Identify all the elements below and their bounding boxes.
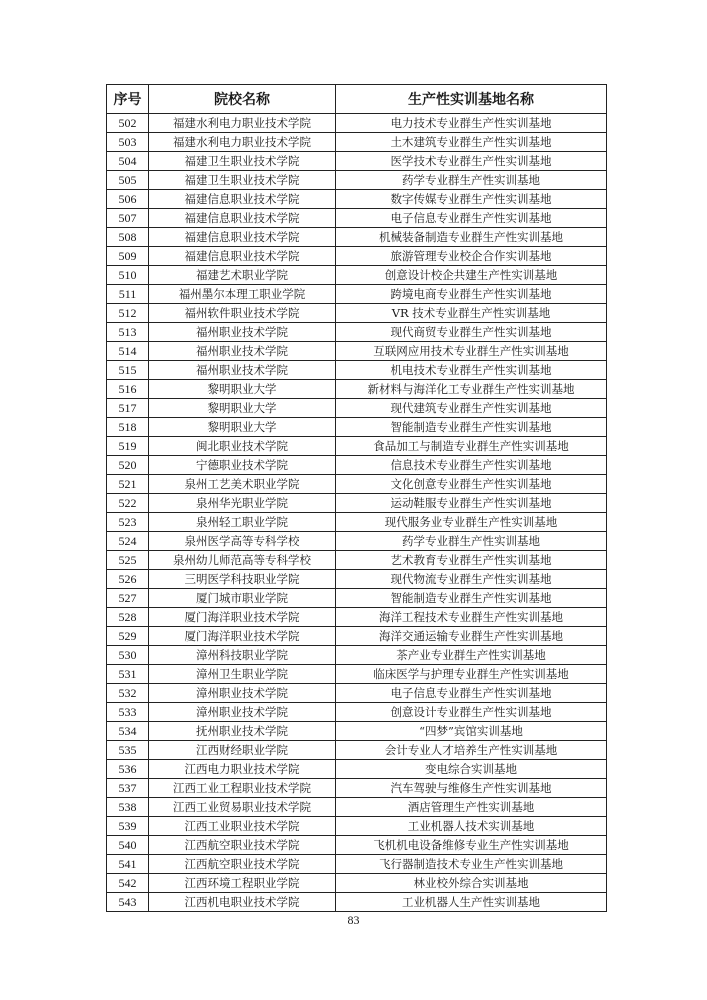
cell-base-name: 创意设计专业群生产性实训基地 [336, 703, 607, 722]
table-row [107, 209, 607, 228]
cell-base-name: 海洋交通运输专业群生产性实训基地 [336, 627, 607, 646]
table-row [107, 342, 607, 361]
cell-school-name: 江西航空职业技术学院 [149, 855, 336, 874]
cell-serial-number: 503 [107, 133, 149, 152]
cell-school-name: 江西电力职业技术学院 [149, 760, 336, 779]
cell-base-name: 信息技术专业群生产性实训基地 [336, 456, 607, 475]
cell-school-name: 黎明职业大学 [149, 399, 336, 418]
cell-school-name: 泉州工艺美术职业学院 [149, 475, 336, 494]
cell-base-name: 食品加工与制造专业群生产性实训基地 [336, 437, 607, 456]
cell-base-name: 互联网应用技术专业群生产性实训基地 [336, 342, 607, 361]
cell-serial-number: 542 [107, 874, 149, 893]
table-row [107, 323, 607, 342]
cell-school-name: 厦门海洋职业技术学院 [149, 627, 336, 646]
page-number: 83 [347, 913, 360, 927]
cell-serial-number: 514 [107, 342, 149, 361]
training-base-table [106, 84, 607, 912]
cell-base-name: 智能制造专业群生产性实训基地 [336, 418, 607, 437]
table-row [107, 152, 607, 171]
table-row [107, 855, 607, 874]
cell-serial-number: 504 [107, 152, 149, 171]
cell-school-name: 闽北职业技术学院 [149, 437, 336, 456]
cell-school-name: 福建卫生职业技术学院 [149, 171, 336, 190]
cell-serial-number: 506 [107, 190, 149, 209]
cell-base-name: 现代商贸专业群生产性实训基地 [336, 323, 607, 342]
table-row [107, 817, 607, 836]
cell-serial-number: 526 [107, 570, 149, 589]
cell-school-name: 江西财经职业学院 [149, 741, 336, 760]
cell-serial-number: 534 [107, 722, 149, 741]
table-row [107, 304, 607, 323]
table-row [107, 475, 607, 494]
cell-school-name: 漳州科技职业学院 [149, 646, 336, 665]
cell-school-name: 三明医学科技职业学院 [149, 570, 336, 589]
cell-base-name: 变电综合实训基地 [336, 760, 607, 779]
cell-serial-number: 518 [107, 418, 149, 437]
cell-serial-number: 512 [107, 304, 149, 323]
cell-base-name: 会计专业人才培养生产性实训基地 [336, 741, 607, 760]
cell-serial-number: 513 [107, 323, 149, 342]
cell-serial-number: 536 [107, 760, 149, 779]
cell-serial-number: 519 [107, 437, 149, 456]
cell-base-name: VR 技术专业群生产性实训基地 [336, 304, 607, 323]
table-row [107, 589, 607, 608]
table-row [107, 551, 607, 570]
table-row [107, 171, 607, 190]
table-row [107, 665, 607, 684]
cell-base-name: 医学技术专业群生产性实训基地 [336, 152, 607, 171]
cell-base-name: 海洋工程技术专业群生产性实训基地 [336, 608, 607, 627]
cell-base-name: 酒店管理生产性实训基地 [336, 798, 607, 817]
cell-serial-number: 510 [107, 266, 149, 285]
cell-serial-number: 531 [107, 665, 149, 684]
cell-base-name: 工业机器人技术实训基地 [336, 817, 607, 836]
cell-base-name: 工业机器人生产性实训基地 [336, 893, 607, 912]
cell-school-name: 江西工业贸易职业技术学院 [149, 798, 336, 817]
cell-school-name: 福建艺术职业学院 [149, 266, 336, 285]
cell-school-name: 泉州轻工职业学院 [149, 513, 336, 532]
cell-serial-number: 515 [107, 361, 149, 380]
cell-base-name: 飞机机电设备维修专业生产性实训基地 [336, 836, 607, 855]
cell-serial-number: 540 [107, 836, 149, 855]
cell-school-name: 福建水利电力职业技术学院 [149, 114, 336, 133]
cell-serial-number: 528 [107, 608, 149, 627]
cell-school-name: 福州职业技术学院 [149, 361, 336, 380]
table-row [107, 247, 607, 266]
table-row [107, 703, 607, 722]
table-row [107, 494, 607, 513]
header-base-name: 生产性实训基地名称 [336, 85, 607, 114]
table-row [107, 266, 607, 285]
cell-base-name: 机电技术专业群生产性实训基地 [336, 361, 607, 380]
cell-base-name: 土木建筑专业群生产性实训基地 [336, 133, 607, 152]
table-row [107, 646, 607, 665]
cell-base-name: 茶产业专业群生产性实训基地 [336, 646, 607, 665]
cell-serial-number: 509 [107, 247, 149, 266]
cell-base-name: 现代物流专业群生产性实训基地 [336, 570, 607, 589]
cell-serial-number: 508 [107, 228, 149, 247]
cell-school-name: 江西机电职业技术学院 [149, 893, 336, 912]
cell-base-name: 汽车驾驶与维修生产性实训基地 [336, 779, 607, 798]
cell-school-name: 黎明职业大学 [149, 418, 336, 437]
cell-school-name: 福建信息职业技术学院 [149, 228, 336, 247]
cell-school-name: 泉州医学高等专科学校 [149, 532, 336, 551]
cell-serial-number: 525 [107, 551, 149, 570]
cell-school-name: 江西环境工程职业学院 [149, 874, 336, 893]
cell-serial-number: 522 [107, 494, 149, 513]
cell-serial-number: 507 [107, 209, 149, 228]
cell-school-name: 抚州职业技术学院 [149, 722, 336, 741]
table-row [107, 684, 607, 703]
table-row [107, 285, 607, 304]
cell-base-name: 机械装备制造专业群生产性实训基地 [336, 228, 607, 247]
table-row [107, 114, 607, 133]
cell-serial-number: 511 [107, 285, 149, 304]
cell-school-name: 福建水利电力职业技术学院 [149, 133, 336, 152]
cell-school-name: 江西工业职业技术学院 [149, 817, 336, 836]
cell-serial-number: 516 [107, 380, 149, 399]
cell-school-name: 江西工业工程职业技术学院 [149, 779, 336, 798]
table-row [107, 608, 607, 627]
cell-serial-number: 523 [107, 513, 149, 532]
table-row [107, 190, 607, 209]
cell-base-name: 电子信息专业群生产性实训基地 [336, 684, 607, 703]
cell-serial-number: 538 [107, 798, 149, 817]
cell-school-name: 泉州华光职业学院 [149, 494, 336, 513]
cell-base-name: 电子信息专业群生产性实训基地 [336, 209, 607, 228]
cell-base-name: “四梦”宾馆实训基地 [336, 722, 607, 741]
table-row [107, 722, 607, 741]
cell-school-name: 黎明职业大学 [149, 380, 336, 399]
cell-base-name: 电力技术专业群生产性实训基地 [336, 114, 607, 133]
cell-base-name: 新材料与海洋化工专业群生产性实训基地 [336, 380, 607, 399]
cell-base-name: 文化创意专业群生产性实训基地 [336, 475, 607, 494]
cell-serial-number: 541 [107, 855, 149, 874]
cell-school-name: 漳州卫生职业学院 [149, 665, 336, 684]
cell-serial-number: 532 [107, 684, 149, 703]
table-row [107, 874, 607, 893]
cell-school-name: 福建信息职业技术学院 [149, 209, 336, 228]
cell-base-name: 艺术教育专业群生产性实训基地 [336, 551, 607, 570]
cell-serial-number: 517 [107, 399, 149, 418]
cell-serial-number: 537 [107, 779, 149, 798]
table-row [107, 893, 607, 912]
table-row [107, 798, 607, 817]
table-row [107, 779, 607, 798]
table-body [107, 114, 607, 912]
cell-school-name: 宁德职业技术学院 [149, 456, 336, 475]
cell-serial-number: 527 [107, 589, 149, 608]
cell-base-name: 药学专业群生产性实训基地 [336, 171, 607, 190]
cell-school-name: 福州职业技术学院 [149, 342, 336, 361]
cell-serial-number: 524 [107, 532, 149, 551]
cell-base-name: 药学专业群生产性实训基地 [336, 532, 607, 551]
table-row [107, 418, 607, 437]
cell-school-name: 福州职业技术学院 [149, 323, 336, 342]
cell-base-name: 跨境电商专业群生产性实训基地 [336, 285, 607, 304]
header-serial-number: 序号 [107, 85, 149, 114]
cell-base-name: 旅游管理专业校企合作实训基地 [336, 247, 607, 266]
table-row [107, 513, 607, 532]
cell-base-name: 智能制造专业群生产性实训基地 [336, 589, 607, 608]
cell-serial-number: 543 [107, 893, 149, 912]
cell-base-name: 飞行器制造技术专业生产性实训基地 [336, 855, 607, 874]
cell-school-name: 福建卫生职业技术学院 [149, 152, 336, 171]
table-row [107, 133, 607, 152]
cell-school-name: 福州软件职业技术学院 [149, 304, 336, 323]
cell-serial-number: 530 [107, 646, 149, 665]
cell-serial-number: 529 [107, 627, 149, 646]
table-row [107, 361, 607, 380]
cell-school-name: 福建信息职业技术学院 [149, 247, 336, 266]
table-row [107, 532, 607, 551]
cell-base-name: 运动鞋服专业群生产性实训基地 [336, 494, 607, 513]
cell-school-name: 漳州职业技术学院 [149, 684, 336, 703]
table-row [107, 836, 607, 855]
table-row [107, 570, 607, 589]
cell-school-name: 江西航空职业技术学院 [149, 836, 336, 855]
cell-base-name: 临床医学与护理专业群生产性实训基地 [336, 665, 607, 684]
cell-base-name: 创意设计校企共建生产性实训基地 [336, 266, 607, 285]
cell-school-name: 福建信息职业技术学院 [149, 190, 336, 209]
cell-serial-number: 520 [107, 456, 149, 475]
table-row [107, 380, 607, 399]
cell-school-name: 泉州幼儿师范高等专科学校 [149, 551, 336, 570]
cell-school-name: 厦门城市职业学院 [149, 589, 336, 608]
cell-base-name: 现代建筑专业群生产性实训基地 [336, 399, 607, 418]
table-row [107, 437, 607, 456]
cell-school-name: 厦门海洋职业技术学院 [149, 608, 336, 627]
cell-serial-number: 502 [107, 114, 149, 133]
table-row [107, 627, 607, 646]
cell-serial-number: 521 [107, 475, 149, 494]
cell-serial-number: 505 [107, 171, 149, 190]
cell-base-name: 林业校外综合实训基地 [336, 874, 607, 893]
table-header-row [107, 85, 607, 114]
table-row [107, 760, 607, 779]
table-row [107, 228, 607, 247]
cell-school-name: 福州墨尔本理工职业学院 [149, 285, 336, 304]
table-row [107, 741, 607, 760]
cell-serial-number: 535 [107, 741, 149, 760]
cell-school-name: 漳州职业技术学院 [149, 703, 336, 722]
table-row [107, 399, 607, 418]
cell-serial-number: 539 [107, 817, 149, 836]
header-school-name: 院校名称 [149, 85, 336, 114]
cell-base-name: 现代服务业专业群生产性实训基地 [336, 513, 607, 532]
table-row [107, 456, 607, 475]
cell-base-name: 数字传媒专业群生产性实训基地 [336, 190, 607, 209]
cell-serial-number: 533 [107, 703, 149, 722]
